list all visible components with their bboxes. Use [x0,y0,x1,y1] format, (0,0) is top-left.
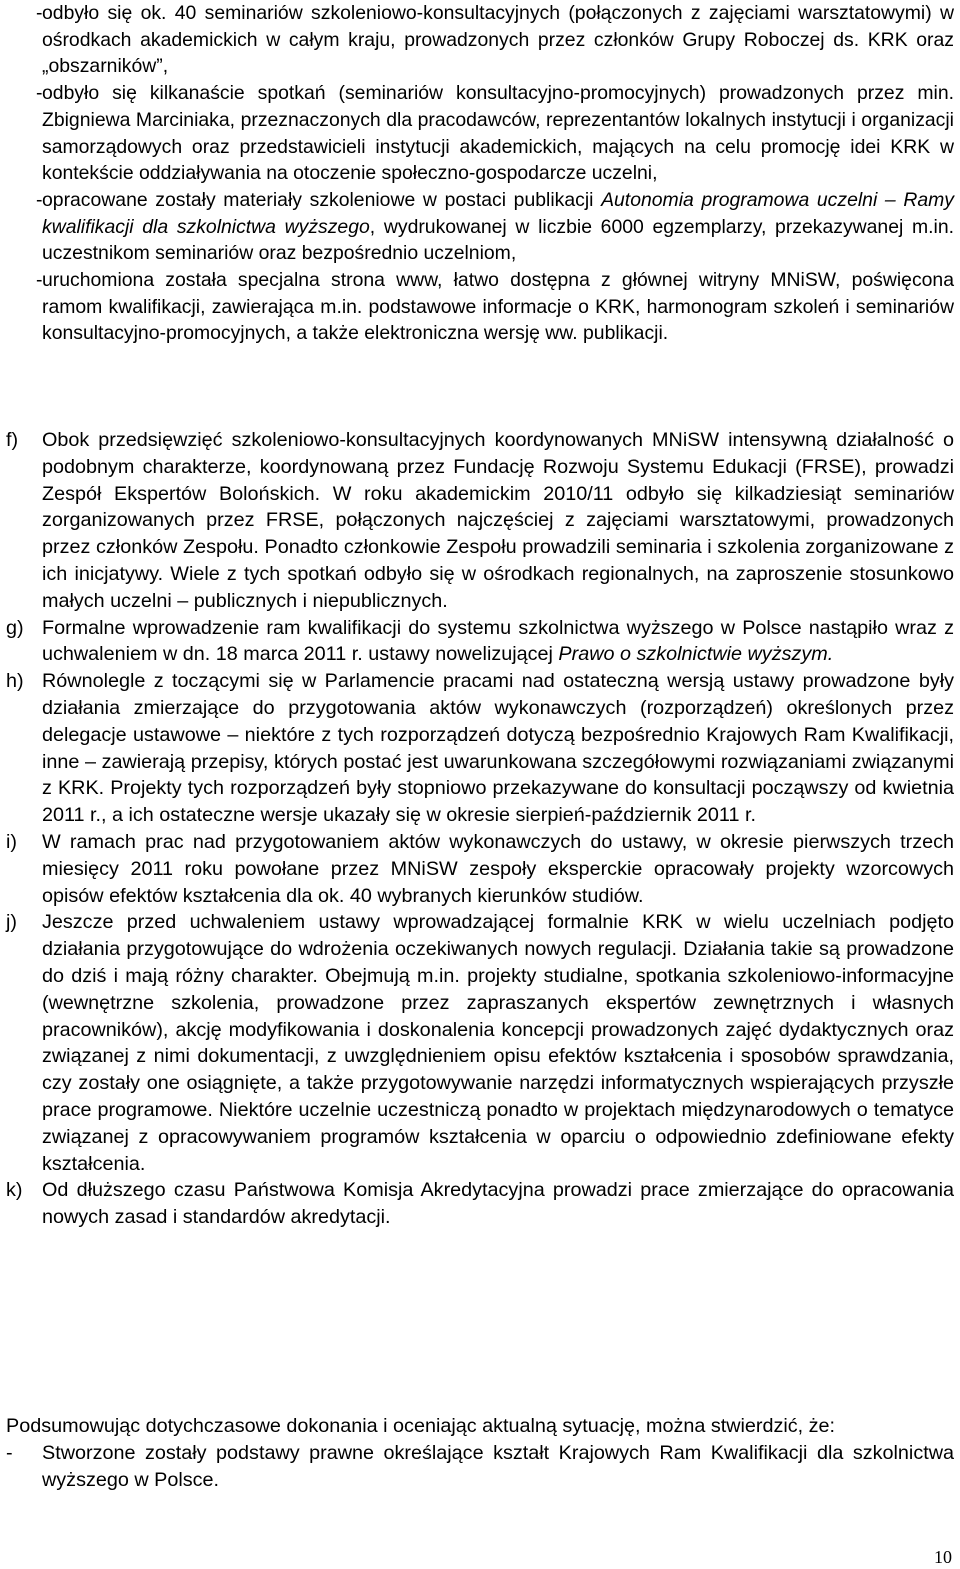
list-item [6,187,954,267]
list-marker: - [36,188,43,211]
list-marker: - [6,1441,13,1464]
list-item [6,427,954,615]
dash-list [6,0,954,347]
letter-list [6,427,954,1231]
act-title: Prawo o szkolnictwie wyższym. [558,643,834,666]
list-item-text [42,187,954,267]
list-marker: i) [6,830,17,853]
list-marker: - [36,2,43,24]
list-item [6,1177,954,1231]
list-marker: j) [6,911,17,934]
list-marker: h) [6,670,24,693]
text-run: opracowane zostały materiały szkoleniowe w postaci publikacji [42,188,602,211]
list-item [6,829,954,909]
list-item-text [42,615,954,669]
list-item [6,909,954,1177]
list-item-text: Obok przedsięwzięć szkoleniowo-konsultacyjnych koordynowanych MNiSW intensywną działalność o podobnym charakterze, koordynowaną przez Fundację Rozwoju Systemu Edukacji (FRSE), prowadzi Zespół Ekspertów Bolońskich. W roku akademickim 2010/11 odbyło się kilkadziesiąt seminariów zorganizowanych przez FRSE, połączonych najczęściej z zajęciami warsztatowymi, prowadzonych przez członków Zespołu. Ponadto członkowie Zespołu prowadzili seminaria i szkolenia zorganizowane z ich inicjatywy. Wiele z tych spotkań odbyło się w ośrodkach regionalnych, na zaproszenie stosunkowo małych uczelni – publicznych i niepublicznych. [42,429,954,612]
list-item [6,1440,954,1494]
page-number: 10 [934,1547,952,1567]
list-marker: f) [6,429,19,451]
list-item [6,0,954,80]
list-item [6,80,954,187]
list-marker: g) [6,616,24,639]
list-item-text: uruchomiona została specjalna strona www, łatwo dostępna z głównej witryny MNiSW, poświęcona ramom kwalifikacji, zawierająca m.in. podstawowe informacje o KRK, harmonogram szkoleń i seminariów konsultacyjno-promocyjnych, a także elektroniczna wersję ww. publikacji. [42,269,954,345]
summary-section [6,1413,954,1493]
list-marker: - [36,82,43,105]
list-item-text: Jeszcze przed uchwaleniem ustawy wprowadzającej formalnie KRK w wielu uczelniach podjęto działania przygotowujące do wdrożenia oczekiwanych nowych regulacji. Działania takie są prowadzone do dziś i mają różny charakter. Obejmują m.in. projekty studialne, spotkania szkoleniowo-informacyjne (wewnętrzne szkolenia, prowadzone przez zapraszanych ekspertów zewnętrznych i własnych pracowników), akcję modyfikowania i doskonalenia koncepcji prowadzonych zajęć dydaktycznych oraz związanej z nimi dokumentacji, z uwzględnieniem opisu efektów kształcenia i sposobów sprawdzania, czy zostały one osiągnięte, a także przygotowywanie narzędzi informatycznych wspierających przyszłe prace programowe. Niektóre uczelnie uczestniczą ponadto w projektach międzynarodowych o tematyce związanej z opracowywaniem programów kształcenia w oparciu o odpowiednio zdefiniowane efekty kształcenia. [42,911,954,1175]
list-item-text: W ramach prac nad przygotowaniem aktów wykonawczych do ustawy, w okresie pierwszych trzech miesięcy 2011 roku powołane przez MNiSW zespoły eksperckie opracowały projekty wzorcowych opisów efektów kształcenia dla ok. 40 wybranych kierunków studiów. [42,830,954,907]
text-run: , wydrukowanej w liczbie 6000 egzemplarzy, przekazywanej m.in. uczestnikom seminariów oraz bezpośrednio uczelniom, [42,215,954,265]
list-item [6,615,954,669]
list-item-text: odbyło się ok. 40 seminariów szkoleniowo-konsultacyjnych (połączonych z zajęciami warsztatowymi) w ośrodkach akademickich w całym kraju, prowadzonych przez członków Grupy Roboczej ds. KRK oraz „obszarników”, [42,2,954,78]
text-run: Formalne wprowadzenie ram kwalifikacji do systemu szkolnictwa wyższego w Polsce nastąpiło wraz z uchwaleniem w dn. 18 marca 2011 r. ustawy nowelizującej [42,616,954,666]
list-item [6,267,954,347]
list-marker: k) [6,1179,23,1202]
list-item [6,668,954,829]
publication-title: Autonomia programowa uczelni – Ramy kwalifikacji dla szkolnictwa wyższego [42,188,954,238]
list-item-text: odbyło się kilkanaście spotkań (seminariów konsultacyjno-promocyjnych) prowadzonych przez min. Zbigniewa Marciniaka, przeznaczonych dla pracodawców, reprezentantów lokalnych instytucji i organizacji samorządowych oraz przedstawicieli instytucji akademickich, mających na celu promocję idei KRK w kontekście oddziaływania na otoczenie społeczno-gospodarcze uczelni, [42,82,954,185]
list-item-text: Stworzone zostały podstawy prawne określające kształt Krajowych Ram Kwalifikacji dla szkolnictwa wyższego w Polsce. [42,1441,954,1491]
list-marker: - [36,269,43,292]
list-item-text: Równolegle z toczącymi się w Parlamencie pracami nad ostateczną wersją ustawy prowadzone były działania zmierzające do przygotowania aktów wykonawczych (rozporządzeń) określonych przez delegacje ustawowe – niektóre z tych rozporządzeń dotyczą bezpośrednio Krajowych Ram Kwalifikacji, inne – zawierają przepisy, których postać jest uwarunkowana szczegółowymi rozwiązaniami związanymi z KRK. Projekty tych rozporządzeń były stopniowo przekazywane do konsultacji począwszy od kwietnia 2011 r., a ich ostateczne wersje ukazały się w okresie sierpień-październik 2011 r. [42,670,954,827]
summary-intro: Podsumowując dotychczasowe dokonania i oceniając aktualną sytuację, można stwierdzić, że: [6,1415,836,1437]
list-item-text: Od dłuższego czasu Państwowa Komisja Akredytacyjna prowadzi prace zmierzające do opracowania nowych zasad i standardów akredytacji. [42,1179,954,1229]
